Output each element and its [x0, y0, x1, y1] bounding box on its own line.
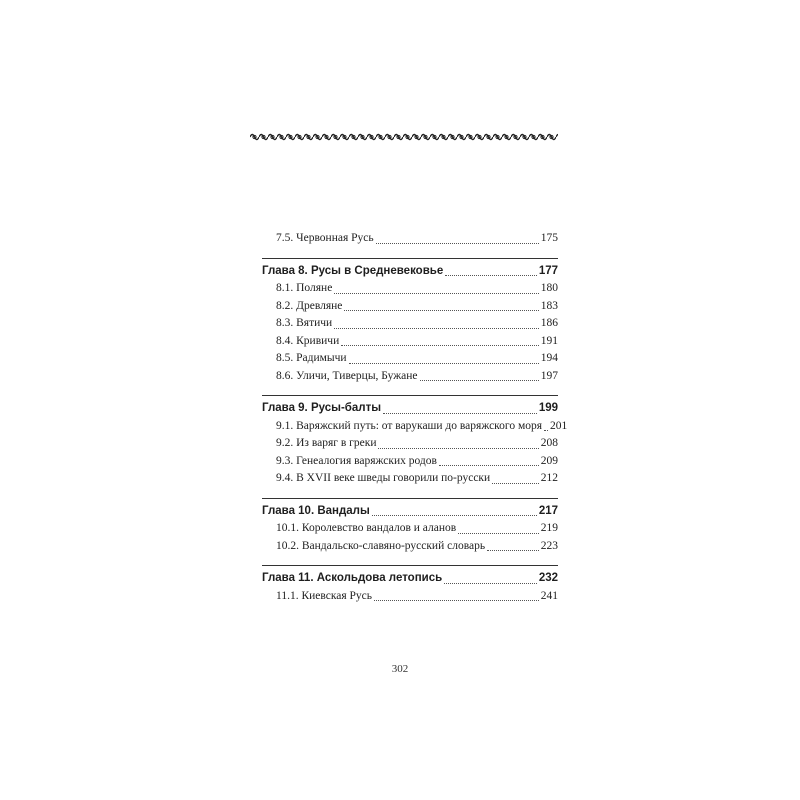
dot-leader	[378, 447, 538, 449]
toc-entry-title: 10.2. Вандальско-славяно-русский словарь	[276, 539, 486, 552]
table-of-contents	[262, 230, 568, 605]
chapter-block	[262, 565, 558, 605]
toc-entry[interactable]	[262, 435, 558, 453]
dot-leader	[344, 309, 538, 311]
toc-entry-page: 209	[540, 454, 558, 467]
dot-leader	[334, 292, 538, 294]
toc-entry[interactable]	[262, 520, 558, 538]
toc-entry[interactable]	[262, 470, 558, 488]
toc-entry-title: 8.1. Поляне	[276, 282, 333, 294]
toc-entry-page: 175	[540, 232, 558, 244]
toc-entry-title: 7.5. Червонная Русь	[276, 232, 374, 244]
dot-leader	[445, 274, 537, 276]
toc-entry[interactable]	[262, 453, 558, 471]
toc-entry-page: 219	[540, 522, 558, 534]
chapter-heading[interactable]	[262, 400, 558, 418]
dot-leader	[492, 482, 539, 484]
toc-entry[interactable]	[262, 298, 558, 316]
chapter-heading[interactable]	[262, 503, 558, 521]
toc-entry-page: 241	[540, 589, 558, 602]
toc-entry[interactable]	[262, 280, 558, 298]
toc-entry-title: 9.3. Генеалогия варяжских родов	[276, 454, 437, 467]
dot-leader	[458, 532, 539, 534]
chapter-heading-page: 217	[538, 504, 558, 517]
toc-entry-page: 183	[540, 299, 558, 312]
chapter-heading-title: Глава 8. Русы в Средневековье	[262, 264, 444, 277]
dot-leader	[444, 582, 537, 584]
toc-entry[interactable]	[262, 588, 558, 606]
dot-leader	[544, 429, 548, 431]
chapter-block	[262, 498, 558, 556]
toc-entry-title: 9.1. Варяжский путь: от варукаши до варяжского моря	[276, 419, 543, 432]
dot-leader	[349, 362, 539, 364]
toc-entry-title: 8.2. Древляне	[276, 299, 343, 312]
toc-entry-title: 11.1. Киевская Русь	[276, 589, 373, 602]
chapter-block	[262, 395, 568, 488]
toc-entry-title: 8.3. Вятичи	[276, 317, 333, 329]
dot-leader	[439, 464, 539, 466]
toc-entry[interactable]	[262, 230, 558, 248]
toc-entry[interactable]	[262, 538, 558, 556]
chapter-heading[interactable]	[262, 570, 558, 588]
toc-entry-page: 197	[540, 369, 558, 382]
toc-entry-page: 223	[540, 539, 558, 552]
toc-entry-page: 208	[540, 437, 558, 449]
toc-entry-title: 10.1. Королевство вандалов и аланов	[276, 522, 457, 534]
toc-entry[interactable]	[262, 350, 558, 368]
toc-entry-page: 201	[550, 419, 568, 432]
dot-leader	[376, 242, 539, 244]
chapter-heading-page: 177	[538, 264, 558, 277]
chapter-heading-page: 199	[538, 402, 558, 414]
toc-entry-page: 191	[540, 334, 558, 347]
dot-leader	[341, 344, 539, 346]
toc-entry-page: 186	[540, 317, 558, 329]
chapter-list	[262, 258, 568, 606]
chapter-heading-title: Глава 10. Вандалы	[262, 504, 370, 517]
toc-entry-title: 8.4. Кривичи	[276, 334, 340, 347]
chapter-block	[262, 258, 558, 386]
toc-entry[interactable]	[262, 333, 558, 351]
toc-entry[interactable]	[262, 315, 558, 333]
toc-entry-title: 8.6. Уличи, Тиверцы, Бужане	[276, 369, 418, 382]
toc-entry[interactable]	[262, 418, 568, 436]
page-number: 302	[391, 663, 409, 675]
toc-entry[interactable]	[262, 368, 558, 386]
dot-leader	[383, 412, 537, 414]
toc-entry-page: 212	[540, 472, 558, 484]
dot-leader	[374, 599, 539, 601]
toc-entry-title: 8.5. Радимычи	[276, 352, 347, 364]
chapter-heading-title: Глава 9. Русы-балты	[262, 402, 382, 414]
chapter-heading[interactable]	[262, 263, 558, 281]
decorative-border-ornament	[250, 132, 558, 142]
toc-entry-title: 9.4. В XVII веке шведы говорили по-русски	[276, 472, 491, 484]
dot-leader	[372, 514, 537, 516]
chapter-heading-page: 232	[538, 572, 558, 584]
toc-entry-title: 9.2. Из варяг в греки	[276, 437, 377, 449]
chapter-heading-title: Глава 11. Аскольдова летопись	[262, 572, 443, 584]
dot-leader	[487, 549, 539, 551]
toc-entry-page: 194	[540, 352, 558, 364]
dot-leader	[420, 379, 539, 381]
toc-entry-page: 180	[540, 282, 558, 294]
dot-leader	[334, 327, 539, 329]
